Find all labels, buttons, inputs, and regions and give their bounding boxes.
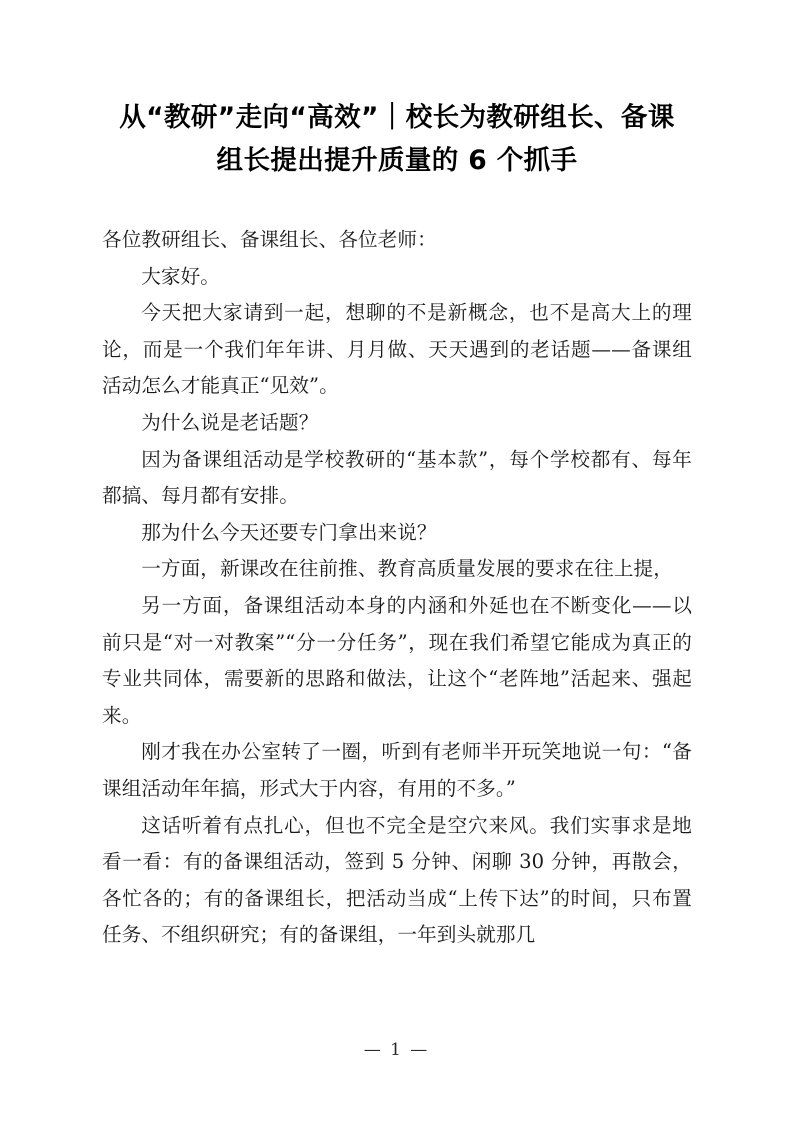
paragraph: 今天把大家请到一起，想聊的不是新概念，也不是高大上的理论，而是一个我们年年讲、月月做、天天遇到的老话题——备课组活动怎么才能真正“见效”。 [102,301,692,398]
paragraph: 刚才我在办公室转了一圈，听到有老师半开玩笑地说一句：“备课组活动年年搞，形式大于内容，有用的不多。” [102,740,692,800]
document-body [102,222,692,954]
page-title: 从“教研”走向“高效”｜校长为教研组长、备课组长提出提升质量的 6 个抓手 [119,102,675,176]
paragraph: 因为备课组活动是学校教研的“基本款”，每个学校都有、每年都搞、每月都有安排。 [102,447,692,508]
page-content [102,96,692,954]
paragraph: 这话听着有点扎心，但也不完全是空穴来风。我们实事求是地看一看：有的备课组活动，签到 5 分钟、闲聊 30 分钟，再散会，各忙各的；有的备课组长，把活动当成“上传下达”的时间，只布置任务、不组织研究；有的备课组，一年到头就那几 [102,813,692,947]
paragraph: 各位教研组长、备课组长、各位老师： [102,228,437,251]
paragraph: 另一方面，备课组活动本身的内涵和外延也在不断变化——以前只是“对一对教案”“分一分任务”，现在我们希望它能成为真正的专业共同体，需要新的思路和做法，让这个“老阵地”活起来、强起来。 [102,593,692,727]
paragraph: 为什么说是老话题？ [141,410,319,434]
paragraph: 那为什么今天还要专门拿出来说？ [141,520,437,544]
page-number-footer: — 1 — [363,1040,430,1060]
paragraph: 一方面，新课改在往前推、教育高质量发展的要求在往上提， [141,557,673,581]
paragraph: 大家好。 [141,264,220,288]
